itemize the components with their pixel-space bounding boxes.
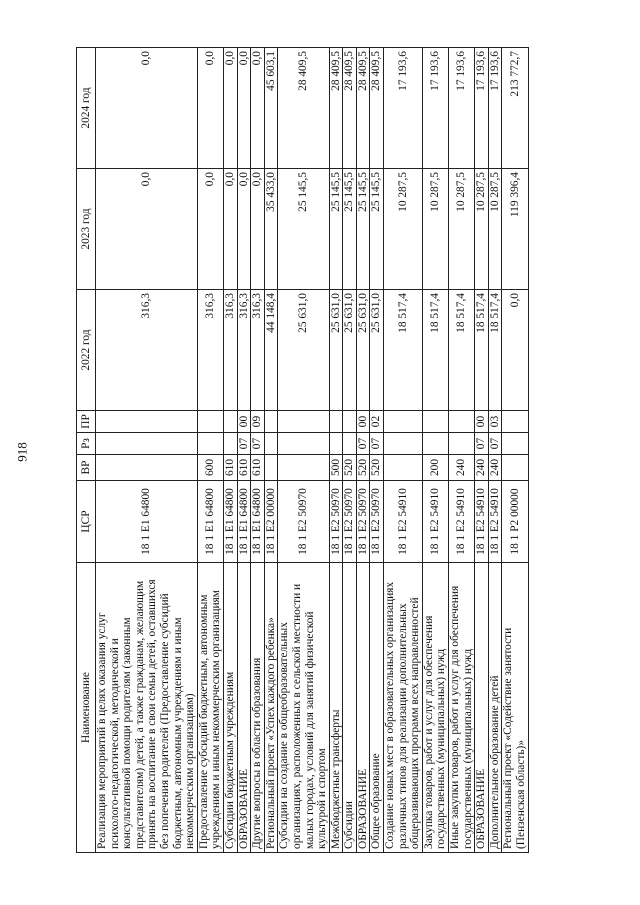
row-vr: 200: [422, 455, 448, 481]
table-row: [370, 48, 384, 853]
row-pr: [343, 411, 357, 433]
row-value-2023: 35 433,0: [264, 169, 278, 290]
row-vr: 240: [449, 455, 475, 481]
row-value-2024: 17 193,6: [384, 48, 423, 169]
row-value-2024: 17 193,6: [449, 48, 475, 169]
row-pr: 00: [356, 411, 370, 433]
row-pr: 00: [237, 411, 251, 433]
row-csr: 18 1 E2 50970: [278, 481, 329, 563]
row-value-2023: 10 287,5: [422, 169, 448, 290]
table-row: [502, 48, 528, 853]
table-row: [223, 48, 237, 853]
row-vr: 610: [237, 455, 251, 481]
row-rz: [197, 433, 223, 455]
table-row: [329, 48, 343, 853]
row-rz: [264, 433, 278, 455]
row-csr: 18 1 E1 64800: [237, 481, 251, 563]
row-value-2022: 25 631,0: [329, 290, 343, 411]
row-csr: 18 1 P2 00000: [502, 481, 528, 563]
row-value-2024: 28 409,5: [329, 48, 343, 169]
row-csr: 18 1 E2 54910: [384, 481, 423, 563]
row-rz: [223, 433, 237, 455]
row-value-2024: 0,0: [237, 48, 251, 169]
row-vr: 610: [251, 455, 265, 481]
row-value-2024: 0,0: [223, 48, 237, 169]
row-csr: 18 1 E2 54910: [449, 481, 475, 563]
row-value-2024: 17 193,6: [488, 48, 502, 169]
row-value-2022: 316,3: [237, 290, 251, 411]
row-rz: [384, 433, 423, 455]
table-body: [96, 48, 529, 853]
header-2023: 2023 год: [77, 169, 96, 290]
row-rz: [343, 433, 357, 455]
row-name: Другие вопросы в области образования: [251, 563, 265, 853]
header-name: Наименование: [77, 563, 96, 853]
page-number: 918: [14, 442, 30, 462]
row-rz: 07: [475, 433, 489, 455]
row-value-2022: 44 148,4: [264, 290, 278, 411]
row-value-2023: 0,0: [251, 169, 265, 290]
row-name: Реализация мероприятий в целях оказания услуг психолого-педагогической, методической и консультативной помощи родителям (законным представителям) детей, а также гражданам, желающим принять на воспитание в свои семьи детей, оставшихся без попечения родителей (Предоставление субсидий бюджетным, автономным учреждениям и иным некоммерческим организациям): [96, 563, 198, 853]
row-value-2023: 25 145,5: [356, 169, 370, 290]
row-value-2023: 25 145,5: [370, 169, 384, 290]
row-rz: 07: [370, 433, 384, 455]
row-pr: [384, 411, 423, 433]
table-row: [343, 48, 357, 853]
rotated-table-container: [76, 48, 612, 853]
row-value-2023: 0,0: [96, 169, 198, 290]
row-csr: 18 1 E2 50970: [356, 481, 370, 563]
row-rz: [278, 433, 329, 455]
row-rz: [329, 433, 343, 455]
row-value-2022: 18 517,4: [475, 290, 489, 411]
row-value-2024: 213 772,7: [502, 48, 528, 169]
row-vr: [96, 455, 198, 481]
row-vr: 500: [329, 455, 343, 481]
row-csr: 18 1 E2 50970: [343, 481, 357, 563]
row-name: ОБРАЗОВАНИЕ: [237, 563, 251, 853]
row-name: ОБРАЗОВАНИЕ: [356, 563, 370, 853]
row-rz: [422, 433, 448, 455]
row-value-2024: 45 603,1: [264, 48, 278, 169]
row-rz: 07: [488, 433, 502, 455]
row-name: Дополнительное образование детей: [488, 563, 502, 853]
row-name: Региональный проект «Содействие занятости (Пензенская область)»: [502, 563, 528, 853]
row-value-2024: 17 193,6: [422, 48, 448, 169]
row-value-2024: 0,0: [197, 48, 223, 169]
header-csr: ЦСР: [77, 481, 96, 563]
table-row: [197, 48, 223, 853]
row-pr: 09: [251, 411, 265, 433]
row-name: Субсидии: [343, 563, 357, 853]
row-pr: 00: [475, 411, 489, 433]
row-value-2022: 18 517,4: [384, 290, 423, 411]
row-name: Общее образование: [370, 563, 384, 853]
row-name: Субсидии на создание в общеобразовательных организациях, расположенных в сельской местности и малых городах, условий для занятий физической культурой и спортом: [278, 563, 329, 853]
row-value-2024: 28 409,5: [278, 48, 329, 169]
header-pr: ПР: [77, 411, 96, 433]
budget-table-area: [76, 48, 612, 853]
row-value-2022: 316,3: [223, 290, 237, 411]
row-csr: 18 1 E1 64800: [96, 481, 198, 563]
table-row: [488, 48, 502, 853]
row-value-2023: 10 287,5: [384, 169, 423, 290]
row-value-2024: 28 409,5: [343, 48, 357, 169]
row-csr: 18 1 E2 54910: [488, 481, 502, 563]
row-name: Субсидии бюджетным учреждениям: [223, 563, 237, 853]
row-vr: 600: [197, 455, 223, 481]
row-value-2023: 10 287,5: [475, 169, 489, 290]
row-pr: [329, 411, 343, 433]
row-value-2023: 0,0: [197, 169, 223, 290]
row-value-2022: 25 631,0: [343, 290, 357, 411]
row-pr: [264, 411, 278, 433]
row-value-2023: 0,0: [237, 169, 251, 290]
row-csr: 18 1 E2 50970: [329, 481, 343, 563]
row-name: Предоставление субсидий бюджетным, автономным учреждениям и иным некоммерческим организациям: [197, 563, 223, 853]
row-rz: [96, 433, 198, 455]
row-csr: 18 1 E1 64800: [251, 481, 265, 563]
row-value-2023: 10 287,5: [449, 169, 475, 290]
row-vr: [502, 455, 528, 481]
row-value-2022: 0,0: [502, 290, 528, 411]
row-name: Закупка товаров, работ и услуг для обеспечения государственных (муниципальных) нужд: [422, 563, 448, 853]
row-csr: 18 1 E2 00000: [264, 481, 278, 563]
row-pr: [197, 411, 223, 433]
row-value-2023: 25 145,5: [278, 169, 329, 290]
table-row: [422, 48, 448, 853]
row-pr: [449, 411, 475, 433]
row-value-2022: 25 631,0: [278, 290, 329, 411]
row-pr: [278, 411, 329, 433]
row-value-2023: 25 145,5: [343, 169, 357, 290]
row-pr: [502, 411, 528, 433]
row-value-2022: 18 517,4: [488, 290, 502, 411]
row-value-2022: 25 631,0: [356, 290, 370, 411]
row-pr: [223, 411, 237, 433]
row-vr: 520: [370, 455, 384, 481]
table-row: [475, 48, 489, 853]
row-rz: 07: [237, 433, 251, 455]
row-name: ОБРАЗОВАНИЕ: [475, 563, 489, 853]
row-csr: 18 1 E1 64800: [197, 481, 223, 563]
row-name: Межбюджетные трансферты: [329, 563, 343, 853]
header-2022: 2022 год: [77, 290, 96, 411]
row-value-2024: 28 409,5: [356, 48, 370, 169]
row-pr: [422, 411, 448, 433]
table-row: [96, 48, 198, 853]
table-row: [264, 48, 278, 853]
row-value-2022: 25 631,0: [370, 290, 384, 411]
row-value-2023: 10 287,5: [488, 169, 502, 290]
row-vr: 520: [343, 455, 357, 481]
table-row: [356, 48, 370, 853]
row-csr: 18 1 E2 54910: [422, 481, 448, 563]
row-rz: [449, 433, 475, 455]
header-vr: ВР: [77, 455, 96, 481]
row-vr: 610: [223, 455, 237, 481]
row-value-2022: 316,3: [96, 290, 198, 411]
row-value-2022: 316,3: [251, 290, 265, 411]
row-rz: 07: [356, 433, 370, 455]
table-row: [449, 48, 475, 853]
table-row: [251, 48, 265, 853]
row-value-2024: 0,0: [96, 48, 198, 169]
row-pr: 03: [488, 411, 502, 433]
row-csr: 18 1 E1 64800: [223, 481, 237, 563]
table-header-row: [77, 48, 96, 853]
row-name: Иные закупки товаров, работ и услуг для обеспечения государственных (муниципальных) нужд: [449, 563, 475, 853]
row-value-2024: 17 193,6: [475, 48, 489, 169]
row-rz: 07: [251, 433, 265, 455]
header-rz: Рз: [77, 433, 96, 455]
row-value-2024: 0,0: [251, 48, 265, 169]
row-name: Региональный проект «Успех каждого ребенка»: [264, 563, 278, 853]
row-csr: 18 1 E2 54910: [475, 481, 489, 563]
row-vr: 240: [488, 455, 502, 481]
row-value-2022: 18 517,4: [422, 290, 448, 411]
row-value-2024: 28 409,5: [370, 48, 384, 169]
row-value-2023: 119 396,4: [502, 169, 528, 290]
row-value-2023: 25 145,5: [329, 169, 343, 290]
row-name: Создание новых мест в образовательных организациях различных типов для реализации дополнительных общеразвивающих программ всех направленностей: [384, 563, 423, 853]
row-value-2022: 18 517,4: [449, 290, 475, 411]
table-row: [237, 48, 251, 853]
row-pr: 02: [370, 411, 384, 433]
row-value-2023: 0,0: [223, 169, 237, 290]
row-vr: [264, 455, 278, 481]
row-rz: [502, 433, 528, 455]
row-csr: 18 1 E2 50970: [370, 481, 384, 563]
table-row: [278, 48, 329, 853]
row-vr: 240: [475, 455, 489, 481]
row-value-2022: 316,3: [197, 290, 223, 411]
row-vr: [278, 455, 329, 481]
budget-table: [76, 47, 529, 853]
row-pr: [96, 411, 198, 433]
header-2024: 2024 год: [77, 48, 96, 169]
row-vr: 520: [356, 455, 370, 481]
table-row: [384, 48, 423, 853]
row-vr: [384, 455, 423, 481]
